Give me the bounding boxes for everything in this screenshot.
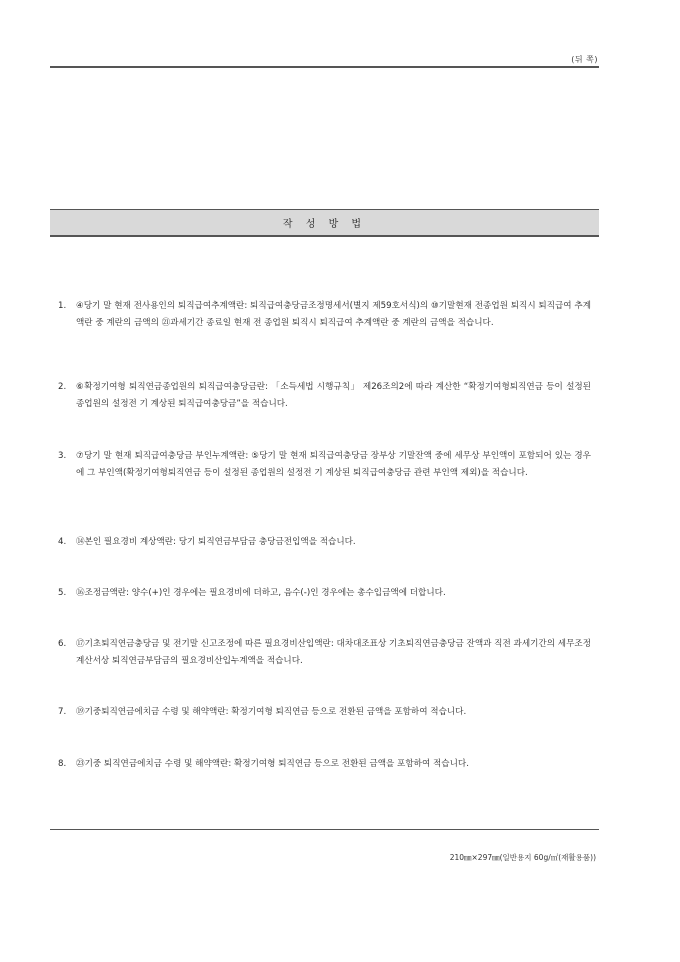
- list-item: [58, 585, 591, 602]
- list-item: [58, 534, 591, 551]
- item-number: 1.: [58, 301, 67, 311]
- item-number: 8.: [58, 759, 67, 769]
- item-text: ⑯조정금액란: 양수(+)인 경우에는 필요경비에 더하고, 음수(-)인 경우에는 총수입금액에 더합니다.: [76, 588, 446, 598]
- item-number: 3.: [58, 451, 67, 461]
- section-header: [50, 209, 599, 237]
- list-item: [58, 756, 591, 773]
- item-text: ㉓기중 퇴직연금에치금 수령 및 해약액란: 확정기여형 퇴직연금 등으로 전환된 금액을 포함하여 적습니다.: [76, 759, 469, 769]
- item-number: 5.: [58, 588, 67, 598]
- paper-spec-footer: 210㎜×297㎜(일반용지 60g/㎡(재활용품)): [449, 853, 596, 862]
- bottom-divider: [50, 829, 599, 830]
- item-text: ⑭본인 필요경비 계상액란: 당기 퇴직연금부담금 충당금전입액을 적습니다.: [76, 537, 356, 547]
- item-number: 6.: [58, 639, 67, 649]
- item-text: ⑥확정기여형 퇴직연금종업원의 퇴직급여충당금란: 「소득세법 시행규칙」 제26조의2에 따라 계산한 “확정기여형퇴직연금 등이 설정된 종업원의 설정전 기 계상된 퇴직급여충당금”을 적습니다.: [76, 382, 591, 409]
- item-number: 4.: [58, 537, 67, 547]
- list-item: [58, 704, 591, 721]
- item-text: ⑲기중퇴직연금에치금 수령 및 해약액란: 확정기여형 퇴직연금 등으로 전환된 금액을 포함하여 적습니다.: [76, 707, 467, 717]
- list-item: [58, 448, 591, 482]
- section-title: 작 성 방 법: [282, 219, 367, 230]
- back-page-label: (뒤 쪽): [571, 55, 598, 64]
- list-item: [58, 636, 591, 670]
- item-text: ⑦당기 말 현재 퇴직급여충당금 부인누계액란: ⑤당기 말 현재 퇴직급여충당금 장부상 기말잔액 중에 세무상 부인액이 포함되어 있는 경우에 그 부인액(확정기여형퇴직연금 등이 설정된 종업원의 설정전 기 계상된 퇴직급여충당금 관련 부인액 제외)을 적습니다.: [76, 451, 591, 478]
- item-text: ⑰기초퇴직연금충당금 및 전기말 신고조정에 따른 필요경비산입액란: 대차대조표상 기초퇴직연금충당금 잔액과 직전 과세기간의 세무조정계산서상 퇴직연금부담금의 필요경비산입누계액을 적습니다.: [76, 639, 591, 666]
- item-number: 2.: [58, 382, 67, 392]
- item-number: 7.: [58, 707, 67, 717]
- list-item: [58, 379, 591, 413]
- item-text: ④당기 말 현재 전사용인의 퇴직급여추계액란: 퇴직급여충당금조정명세서(별지 제59호서식)의 ⑩기말현재 전종업원 퇴직시 퇴직급여 추계액란 중 계란의 금액의 ㉑과세기간 종료일 현재 전 종업원 퇴직시 퇴직급여 추계액란 중 계란의 금액을 적습니다.: [76, 301, 591, 328]
- top-divider: [50, 66, 599, 68]
- list-item: [58, 298, 591, 332]
